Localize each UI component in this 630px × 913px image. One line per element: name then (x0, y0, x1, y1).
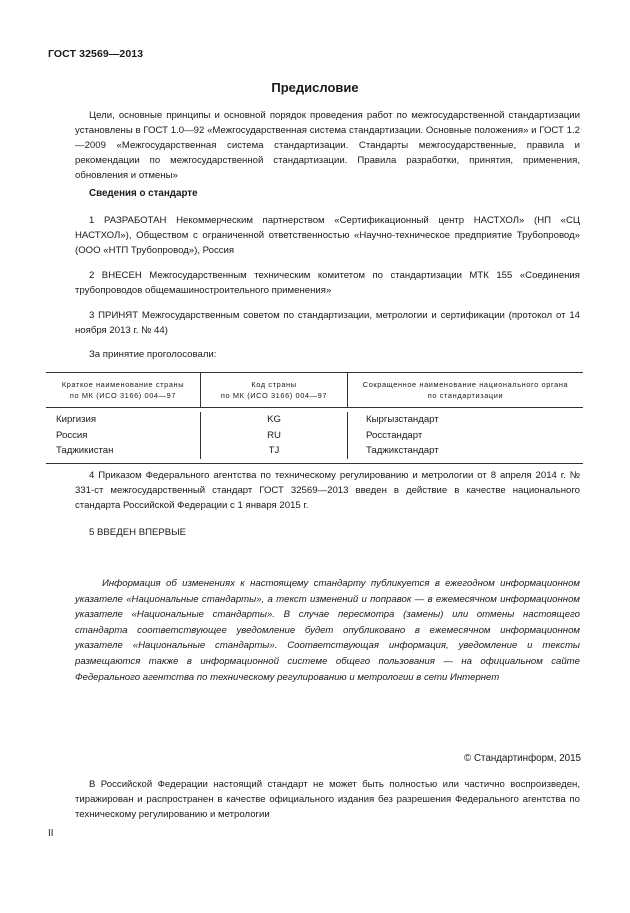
item-4-paragraph: 4 Приказом Федерального агентства по техническому регулированию и метрологии от 8 апреля 2014 г. № 331-ст межгосударственный стандарт ГОСТ 32569—2013 введен в действие в качестве национального стандарта Российской Федерации с 1 января 2015 г. (75, 470, 580, 511)
item-2-paragraph: 2 ВНЕСЕН Межгосударственным техническим комитетом по стандартизации МТК 155 «Соединения трубопроводов общемашиностроительного применения» (75, 270, 580, 296)
document-code: ГОСТ 32569—2013 (48, 48, 144, 60)
header-org-line1: Сокращенное наименование национального органа (362, 380, 569, 389)
org-column (348, 412, 583, 459)
table-header (46, 372, 583, 408)
voted-label: За принятие проголосовали: (89, 349, 217, 360)
header-country (46, 373, 200, 407)
intro-paragraph: Цели, основные принципы и основной порядок проведения работ по межгосударственной стандартизации установлены в ГОСТ 1.0—92 «Межгосударственная система стандартизации. Основные положения» и ГОСТ 1.2—2009 «Межгосударственная система стандартизации. Стандарты межгосударственные, правила и рекомендации по межгосударственной стандартизации. Правила разработки, принятия, применения, обновления и отмены» (75, 110, 580, 181)
header-country-line1: Краткое наименование страны (61, 380, 185, 389)
page-title: Предисловие (271, 80, 359, 95)
reproduction-notice: В Российской Федерации настоящий стандарт не может быть полностью или частично воспроизведен, тиражирован и распространен в качестве официального издания без разрешения Федерального агентства по техническому регулированию и метрологии (75, 779, 580, 820)
header-code-line2: по МК (ИСО 3166) 004—97 (220, 391, 328, 400)
changes-notice: Информация об изменениях к настоящему стандарту публикуется в ежегодном информационном указателе «Национальные стандарты», а текст изменений и поправок — в ежемесячном информационном указателе «Национальные стандарты». В случае пересмотра (замены) или отмены настоящего стандарта соответствующее уведомление будет опубликовано в ежемесячном информационном указателе «Национальные стандарты». Соответствующая информация, уведомление и тексты размещаются также в информационной системе общего пользования — на официальном сайте Федерального агентства по техническому регулированию и метрологии в сети Интернет (75, 578, 580, 683)
country-column (46, 412, 200, 459)
header-org-line2: по стандартизации (427, 391, 504, 400)
table-cell-org: Таджикстандарт (366, 445, 439, 456)
table-body (46, 408, 583, 464)
header-country-line2: по МК (ИСО 3166) 004—97 (69, 391, 177, 400)
code-column (200, 412, 348, 459)
copyright-line: © Стандартинформ, 2015 (464, 753, 581, 764)
header-code (200, 373, 348, 407)
item-3-paragraph: 3 ПРИНЯТ Межгосударственным советом по стандартизации, метрологии и сертификации (протокол от 14 ноября 2013 г. № 44) (75, 310, 580, 336)
table-cell-code: KG (267, 414, 281, 425)
item-1-paragraph: 1 РАЗРАБОТАН Некоммерческим партнерством «Сертификационный центр НАСТХОЛ» (НП «СЦ НАСТХОЛ»), Обществом с ограниченной ответственностью «Научно-техническое предприятие Трубопровод» (ООО «НТП Трубопровод»), Россия (75, 215, 580, 256)
table-cell-country: Россия (56, 429, 88, 441)
voting-table (46, 372, 583, 464)
item-5-paragraph: 5 ВВЕДЕН ВПЕРВЫЕ (89, 527, 187, 538)
table-cell-org: Кыргызстандарт (366, 414, 439, 425)
table-cell-country: Таджикистан (56, 445, 114, 456)
table-cell-code: RU (267, 429, 281, 441)
table-cell-country: Киргизия (56, 414, 97, 425)
table-cell-org: Росстандарт (366, 429, 423, 441)
header-org (348, 373, 583, 407)
page-number: II (48, 828, 54, 839)
header-code-line1: Код страны (251, 380, 297, 389)
section-heading: Сведения о стандарте (89, 188, 198, 199)
table-cell-code: TJ (268, 445, 280, 456)
